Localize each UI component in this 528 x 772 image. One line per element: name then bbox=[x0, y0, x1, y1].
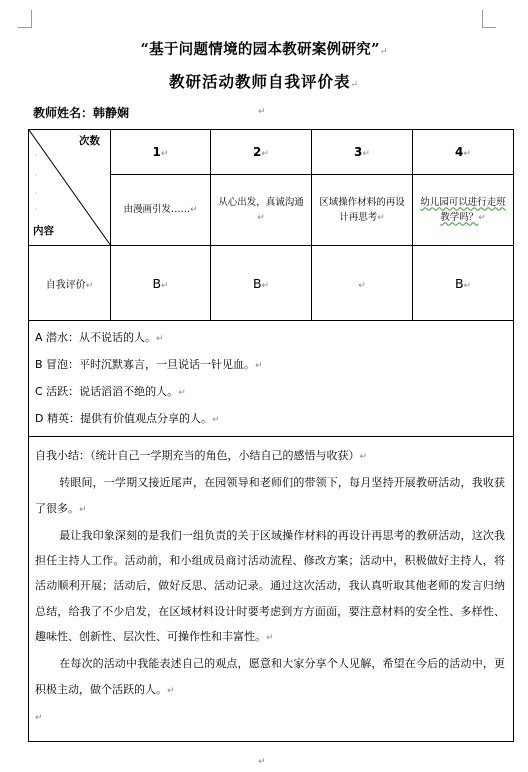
legend-item-a: A 潜水：从不说话的人。↵ bbox=[35, 331, 164, 344]
legend-item-d: D 精英：提供有价值观点分享的人。↵ bbox=[35, 412, 220, 425]
title-line1-text: “基于问题情境的园本教研案例研究” bbox=[140, 41, 380, 58]
paragraph-mark: · bbox=[35, 205, 38, 214]
self-evaluation-label: 自我评价 bbox=[45, 279, 86, 291]
topic-cell-4 bbox=[413, 175, 514, 246]
paragraph-mark: ↵ bbox=[258, 757, 266, 767]
paragraph-mark: ↵ bbox=[161, 280, 169, 291]
summary-paragraph-2: 最让我印象深刻的是我们一组负责的关于区域操作材料的再设计再思考的教研活动，这次我担任主持人工作。活动前，和小组成员商讨活动流程、修改方案；活动中，积极做好主持人，将活动顺利开展；活动后，做好反思、活动记录。通过这次活动，我认真听取其他老师的发言归纳总结，给我了不少启发，在区域材料设计时要考虑到方方面面，要注意材料的安全性、多样性、趣味性、创新性、层次性、可操作性和丰富性。↵ bbox=[35, 528, 505, 644]
paragraph-mark: ↵ bbox=[261, 149, 269, 159]
self-evaluation-row bbox=[29, 246, 514, 321]
paragraph-mark: ↵ bbox=[377, 212, 385, 223]
column-number: 4 bbox=[455, 145, 464, 159]
self-evaluation-table bbox=[28, 129, 514, 742]
summary-row bbox=[29, 437, 514, 742]
title-line2-text: 教研活动教师自我评价表 bbox=[168, 72, 351, 91]
grade-cell-4 bbox=[413, 246, 514, 321]
paragraph-mark: ↵ bbox=[379, 47, 388, 57]
document-title-line2 bbox=[0, 70, 528, 92]
column-header-2 bbox=[211, 130, 312, 175]
crop-mark-top-left bbox=[18, 10, 32, 28]
paragraph-mark: · bbox=[35, 151, 38, 160]
topic-cell-3 bbox=[312, 175, 413, 246]
grade-legend-row bbox=[29, 321, 514, 437]
crop-mark-top-right bbox=[482, 10, 496, 28]
topic-text: 由漫画引发…… bbox=[123, 204, 190, 215]
paragraph-mark: ↵ bbox=[258, 107, 266, 117]
summary-paragraph-3: 在每次的活动中我能表述自己的观点，愿意和大家分享个人见解，希望在今后的活动中，更积极主动，做个活跃的人。↵ bbox=[35, 657, 505, 696]
paragraph-mark: ↵ bbox=[463, 280, 472, 291]
topic-cell-1 bbox=[111, 175, 211, 246]
summary-empty-line: ↵ bbox=[35, 712, 43, 723]
paragraph-mark: ↵ bbox=[463, 149, 471, 159]
paragraph-mark: · bbox=[35, 171, 38, 180]
paragraph-mark: · bbox=[35, 189, 38, 198]
column-header-4 bbox=[413, 130, 514, 175]
column-number: 3 bbox=[354, 145, 363, 159]
legend-item-c: C 活跃：说话滔滔不绝的人。↵ bbox=[35, 385, 186, 398]
paragraph-mark: ↵ bbox=[261, 280, 270, 291]
topic-text: 区域操作材料的再设计再思考 bbox=[319, 196, 405, 223]
grade-value: B bbox=[252, 275, 262, 291]
header-content-label: 内容 bbox=[33, 225, 54, 237]
paragraph-mark: ↵ bbox=[350, 80, 360, 90]
diagonal-header-cell bbox=[29, 130, 111, 246]
header-times-label: 次数 bbox=[79, 135, 100, 147]
summary-cell bbox=[29, 437, 514, 742]
column-header-3 bbox=[312, 130, 413, 175]
topic-text: 从心出发，真诚沟通 bbox=[218, 196, 304, 208]
column-number: 2 bbox=[253, 145, 262, 159]
document-title-line1 bbox=[0, 38, 528, 59]
paragraph-mark: ↵ bbox=[362, 149, 370, 159]
summary-heading: 自我小结：（统计自己一学期充当的角色，小结自己的感悟与收获）↵ bbox=[35, 449, 368, 462]
topic-cell-2 bbox=[211, 175, 312, 246]
header-row bbox=[29, 130, 514, 175]
grade-cell-1 bbox=[111, 246, 211, 321]
summary-paragraph-1: 转眼间，一学期又接近尾声，在园领导和老师们的带领下，每月坚持开展教研活动，我收获了很多。↵ bbox=[35, 476, 505, 515]
column-number: 1 bbox=[152, 145, 161, 159]
teacher-name-label: 教师姓名：韩静娴 bbox=[33, 106, 130, 120]
paragraph-mark: ↵ bbox=[160, 149, 169, 159]
grade-value: B bbox=[152, 275, 162, 291]
paragraph-mark: ↵ bbox=[85, 280, 94, 291]
grade-cell-3 bbox=[312, 246, 413, 321]
grade-value: B bbox=[454, 275, 464, 291]
grade-legend-cell bbox=[29, 321, 514, 437]
paragraph-mark: ↵ bbox=[358, 280, 366, 291]
paragraph-mark: ↵ bbox=[478, 212, 486, 223]
column-header-1 bbox=[111, 130, 211, 175]
paragraph-mark: ↵ bbox=[189, 205, 198, 215]
self-evaluation-label-cell bbox=[29, 246, 111, 321]
grade-cell-2 bbox=[211, 246, 312, 321]
paragraph-mark: ↵ bbox=[257, 212, 265, 223]
legend-item-b: B 冒泡：平时沉默寡言，一旦说话一针见血。↵ bbox=[35, 358, 263, 371]
topic-text: 幼儿园可以进行走班教学吗？ bbox=[420, 196, 506, 223]
